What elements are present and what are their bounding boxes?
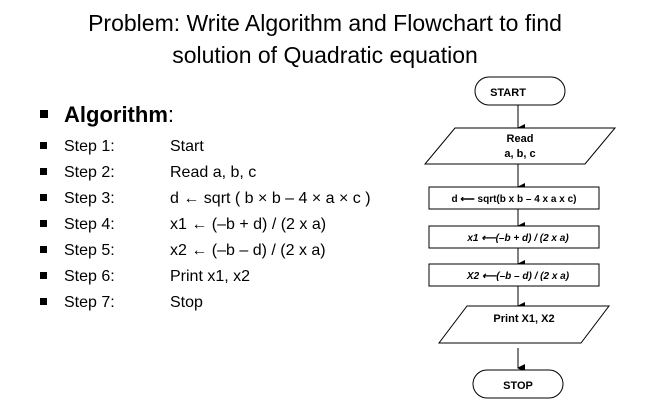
step-label: Step 7:	[64, 294, 115, 311]
step-text: Read a, b, c	[170, 164, 257, 181]
step-label: Step 6:	[64, 268, 115, 285]
step-label: Step 4:	[64, 216, 115, 233]
step-label: Step 2:	[64, 164, 115, 181]
read-label: Read	[506, 133, 534, 145]
step-text: x1 ← (–b + d) / (2 x a)	[170, 216, 327, 233]
step-text: Start	[170, 138, 204, 155]
compute-x2-label: X2 ⟵(–b – d) / (2 x a)	[466, 271, 570, 282]
slide-title-line-1: Problem: Write Algorithm and Flowchart to find	[88, 10, 562, 36]
print-label: Print X1, X2	[493, 313, 555, 325]
step-text: Stop	[170, 294, 203, 311]
step-text: Print x1, x2	[170, 268, 251, 285]
step-label: Step 1:	[64, 138, 115, 155]
algorithm-heading: Algorithm:	[40, 102, 174, 128]
stop-label: STOP	[503, 380, 533, 392]
compute-d-label: d ⟵ sqrt(b x b – 4 x a x c)	[451, 194, 577, 205]
step-label: Step 5:	[64, 242, 115, 259]
step-text: x2 ← (–b – d) / (2 x a)	[170, 242, 326, 259]
compute-x1-label: x1 ⟵(–b + d) / (2 x a)	[467, 233, 569, 244]
start-label: START	[490, 87, 526, 99]
slide-title-line-2: solution of Quadratic equation	[172, 42, 478, 68]
step-label: Step 3:	[64, 190, 115, 207]
read-variables: a, b, c	[504, 148, 536, 160]
step-text: d ← sqrt ( b × b – 4 × a × c )	[170, 190, 371, 207]
